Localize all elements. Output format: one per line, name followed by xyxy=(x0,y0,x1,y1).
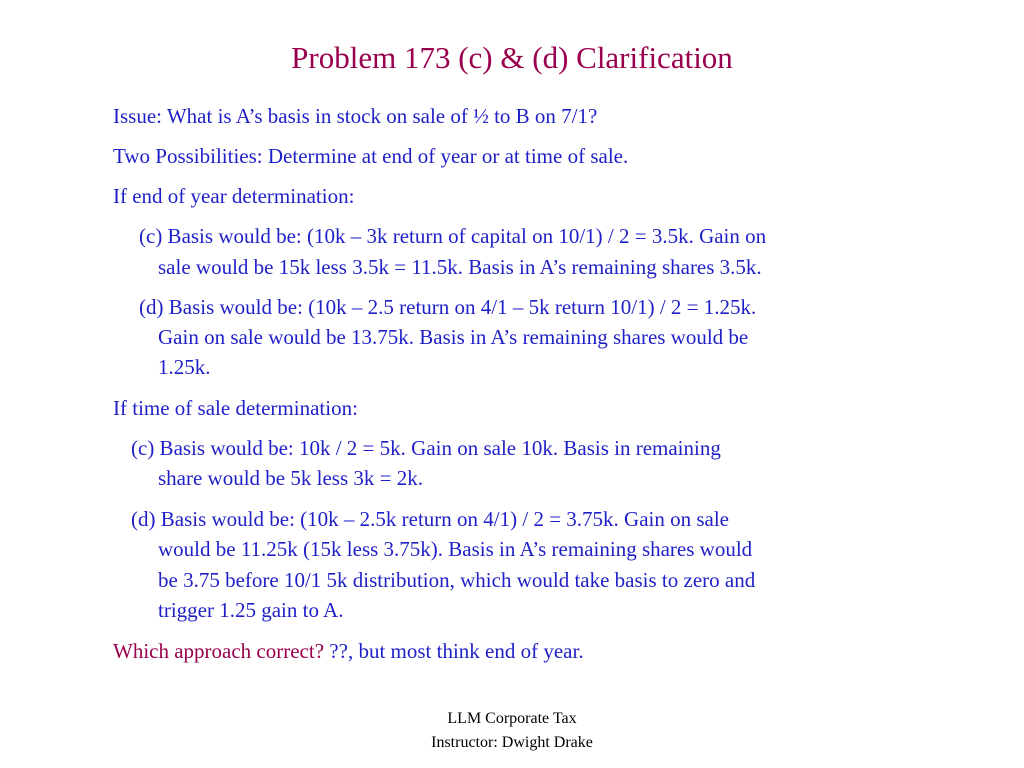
conclusion xyxy=(113,636,584,666)
time-of-sale-d-line-4: trigger 1.25 gain to A. xyxy=(158,598,344,622)
conclusion-answer: ??, but most think end of year. xyxy=(324,639,584,663)
time-of-sale-heading: If time of sale determination: xyxy=(113,396,358,420)
end-of-year-c-line-2: sale would be 15k less 3.5k = 11.5k. Basis in A’s remaining shares 3.5k. xyxy=(158,255,762,279)
end-of-year-d-line-3: 1.25k. xyxy=(158,355,211,379)
slide-footer xyxy=(0,707,1024,755)
time-of-sale-c-line-2: share would be 5k less 3k = 2k. xyxy=(158,466,423,490)
end-of-year-d-line-1: (d) Basis would be: (10k – 2.5 return on 4/1 – 5k return 10/1) / 2 = 1.25k. xyxy=(139,295,757,319)
slide-title: Problem 173 (c) & (d) Clarification xyxy=(291,40,733,75)
footer-instructor: Instructor: Dwight Drake xyxy=(431,734,593,751)
end-of-year-heading: If end of year determination: xyxy=(113,184,355,208)
footer-course: LLM Corporate Tax xyxy=(447,710,577,727)
time-of-sale-d-line-2: would be 11.25k (15k less 3.75k). Basis in A’s remaining shares would xyxy=(158,537,753,561)
time-of-sale-c-line-1: (c) Basis would be: 10k / 2 = 5k. Gain on sale 10k. Basis in remaining xyxy=(131,436,721,460)
end-of-year-d-line-2: Gain on sale would be 13.75k. Basis in A’s remaining shares would be xyxy=(158,325,749,349)
end-of-year-c-line-1: (c) Basis would be: (10k – 3k return of capital on 10/1) / 2 = 3.5k. Gain on xyxy=(139,224,767,248)
time-of-sale-d-line-3: be 3.75 before 10/1 5k distribution, which would take basis to zero and xyxy=(158,568,756,592)
issue-text: Issue: What is A’s basis in stock on sale of ½ to B on 7/1? xyxy=(113,104,598,128)
two-possibilities-text: Two Possibilities: Determine at end of year or at time of sale. xyxy=(113,144,629,168)
conclusion-question: Which approach correct? xyxy=(113,639,325,663)
time-of-sale-d-line-1: (d) Basis would be: (10k – 2.5k return on 4/1) / 2 = 3.75k. Gain on sale xyxy=(131,507,730,531)
